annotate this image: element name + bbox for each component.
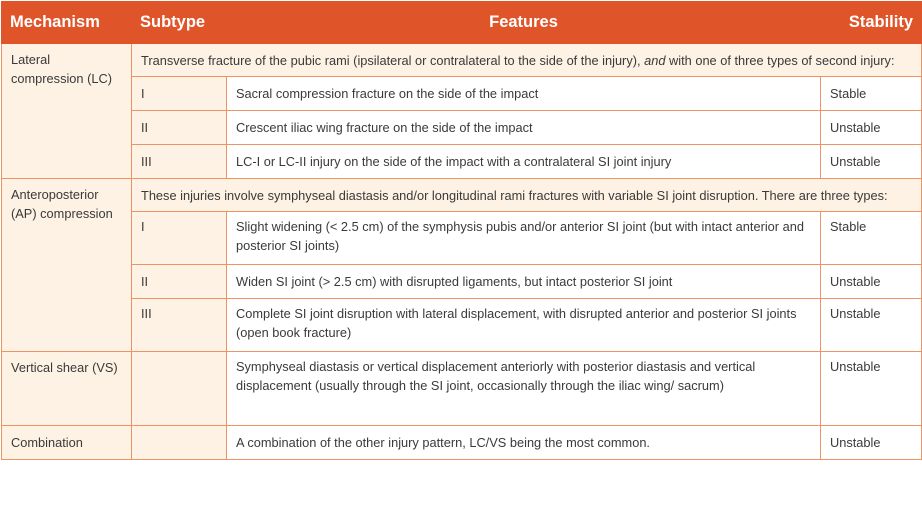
header-features: Features	[227, 2, 821, 44]
mechanism-ap: Anteroposterior (AP) compression	[2, 179, 132, 352]
subtype-cell	[132, 352, 227, 426]
lc-intro-emphasis: and	[644, 53, 666, 68]
ap-intro: These injuries involve symphyseal diastasis and/or longitudinal rami fractures with variable SI joint disruption. There are three types:	[132, 179, 922, 212]
table-row-lc-intro	[2, 44, 922, 77]
stability-cell: Unstable	[821, 145, 922, 179]
feature-cell: Slight widening (< 2.5 cm) of the symphysis pubis and/or anterior SI joint (but with intact anterior and posterior SI joints)	[227, 212, 821, 265]
subtype-cell: II	[132, 265, 227, 299]
table-row-lc-2	[2, 111, 922, 145]
header-mechanism: Mechanism	[2, 2, 132, 44]
table-row-vs	[2, 352, 922, 426]
table-row-lc-3	[2, 145, 922, 179]
header-subtype: Subtype	[132, 2, 227, 44]
stability-cell: Unstable	[821, 111, 922, 145]
subtype-cell	[132, 426, 227, 460]
stability-cell: Unstable	[821, 299, 922, 352]
feature-cell: A combination of the other injury pattern, LC/VS being the most common.	[227, 426, 821, 460]
subtype-cell: I	[132, 212, 227, 265]
subtype-cell: I	[132, 77, 227, 111]
stability-cell: Unstable	[821, 426, 922, 460]
feature-cell: LC-I or LC-II injury on the side of the impact with a contralateral SI joint injury	[227, 145, 821, 179]
stability-cell: Stable	[821, 212, 922, 265]
header-row	[2, 2, 922, 44]
stability-cell: Unstable	[821, 352, 922, 426]
feature-cell: Widen SI joint (> 2.5 cm) with disrupted ligaments, but intact posterior SI joint	[227, 265, 821, 299]
feature-cell: Sacral compression fracture on the side of the impact	[227, 77, 821, 111]
table-row-ap-3	[2, 299, 922, 352]
lc-intro	[132, 44, 922, 77]
feature-cell: Symphyseal diastasis or vertical displacement anteriorly with posterior diastasis and vertical displacement (usually through the SI joint, occasionally through the iliac wing/ sacrum)	[227, 352, 821, 426]
table-row-ap-intro	[2, 179, 922, 212]
subtype-cell: III	[132, 145, 227, 179]
table-row-ap-2	[2, 265, 922, 299]
feature-cell: Crescent iliac wing fracture on the side of the impact	[227, 111, 821, 145]
mechanism-vs: Vertical shear (VS)	[2, 352, 132, 426]
stability-cell: Unstable	[821, 265, 922, 299]
subtype-cell: III	[132, 299, 227, 352]
lc-intro-text-2: with one of three types of second injury:	[665, 53, 895, 68]
header-stability: Stability	[821, 2, 922, 44]
mechanism-lc: Lateral compression (LC)	[2, 44, 132, 179]
pelvic-injury-table	[1, 1, 922, 460]
table-row-lc-1	[2, 77, 922, 111]
table-row-combination	[2, 426, 922, 460]
subtype-cell: II	[132, 111, 227, 145]
table-row-ap-1	[2, 212, 922, 265]
feature-cell: Complete SI joint disruption with lateral displacement, with disrupted anterior and posterior SI joints (open book fracture)	[227, 299, 821, 352]
lc-intro-text-1: Transverse fracture of the pubic rami (ipsilateral or contralateral to the side of the injury),	[141, 53, 645, 68]
stability-cell: Stable	[821, 77, 922, 111]
mechanism-combination: Combination	[2, 426, 132, 460]
